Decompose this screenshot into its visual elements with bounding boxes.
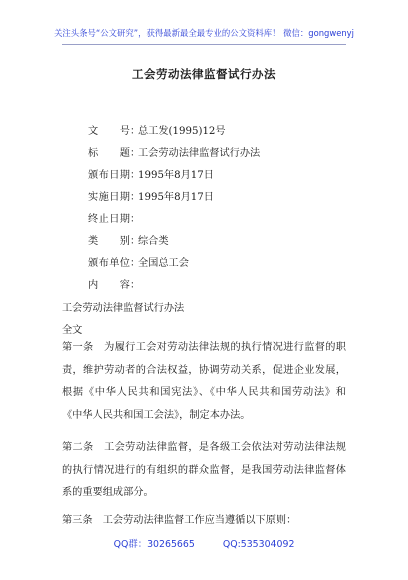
body-subtitle: 工会劳动法律监督试行办法 [62,303,185,314]
meta-key: 实施日期 [88,192,130,203]
article-3: 第三条 工会劳动法律监督工作应当遵循以下原则： [62,515,297,526]
document-title: 工会劳动法律监督试行办法 [132,67,276,81]
meta-row-issue-date: 颁布日期：1995年8月17日 [88,166,214,181]
meta-key: 类 别 [88,236,130,247]
meta-value: 1995年8月17日 [138,170,214,181]
meta-value: 全国总工会 [138,258,189,269]
meta-key: 颁布日期 [88,170,130,181]
meta-row-content: 内 容： [88,276,138,291]
meta-row-issuer: 颁布单位：全国总工会 [88,254,189,269]
meta-row-category: 类 别：综合类 [88,232,169,247]
meta-row-title: 标 题：工会劳动法律监督试行办法 [88,144,260,159]
article-2: 第二条 工会劳动法律监督，是各级工会依法对劳动法律法规的执行情况进行的有组织的群众监督，是我国劳动法律监督体系的重要组成部分。 [62,442,346,499]
meta-value: 综合类 [138,236,169,247]
fulltext-label: 全文 [62,325,83,336]
meta-row-doc-number: 文 号：总工发(1995)12号 [88,122,226,137]
qq-text: QQ:535304092 [222,539,295,550]
meta-key: 终止日期 [88,214,130,225]
meta-key: 文 号 [88,126,130,137]
meta-value: 1995年8月17日 [138,192,214,203]
contact-footer [0,536,408,550]
meta-key: 颁布单位 [88,258,130,269]
article-1: 第一条 为履行工会对劳动法律法规的执行情况进行监督的职责，维护劳动者的合法权益，协调劳动关系，促进企业发展，根据《中华人民共和国宪法》、《中华人民共和国劳动法》和《中华人民共和国工会法》，制定本办法。 [62,342,346,421]
meta-key: 标 题 [88,148,130,159]
watermark-header: 关注头条号“公文研究”，获得最新最全最专业的公文资料库！ 微信：gongwenyj [54,28,354,38]
meta-row-end-date: 终止日期： [88,210,138,225]
meta-key: 内 容 [88,280,130,291]
meta-row-effective-date: 实施日期：1995年8月17日 [88,188,214,203]
meta-value: 工会劳动法律监督试行办法 [138,148,261,159]
qq-group-text: QQ群：30265665 [113,539,195,550]
header-divider [62,44,346,45]
meta-value: 总工发(1995)12号 [138,126,226,137]
